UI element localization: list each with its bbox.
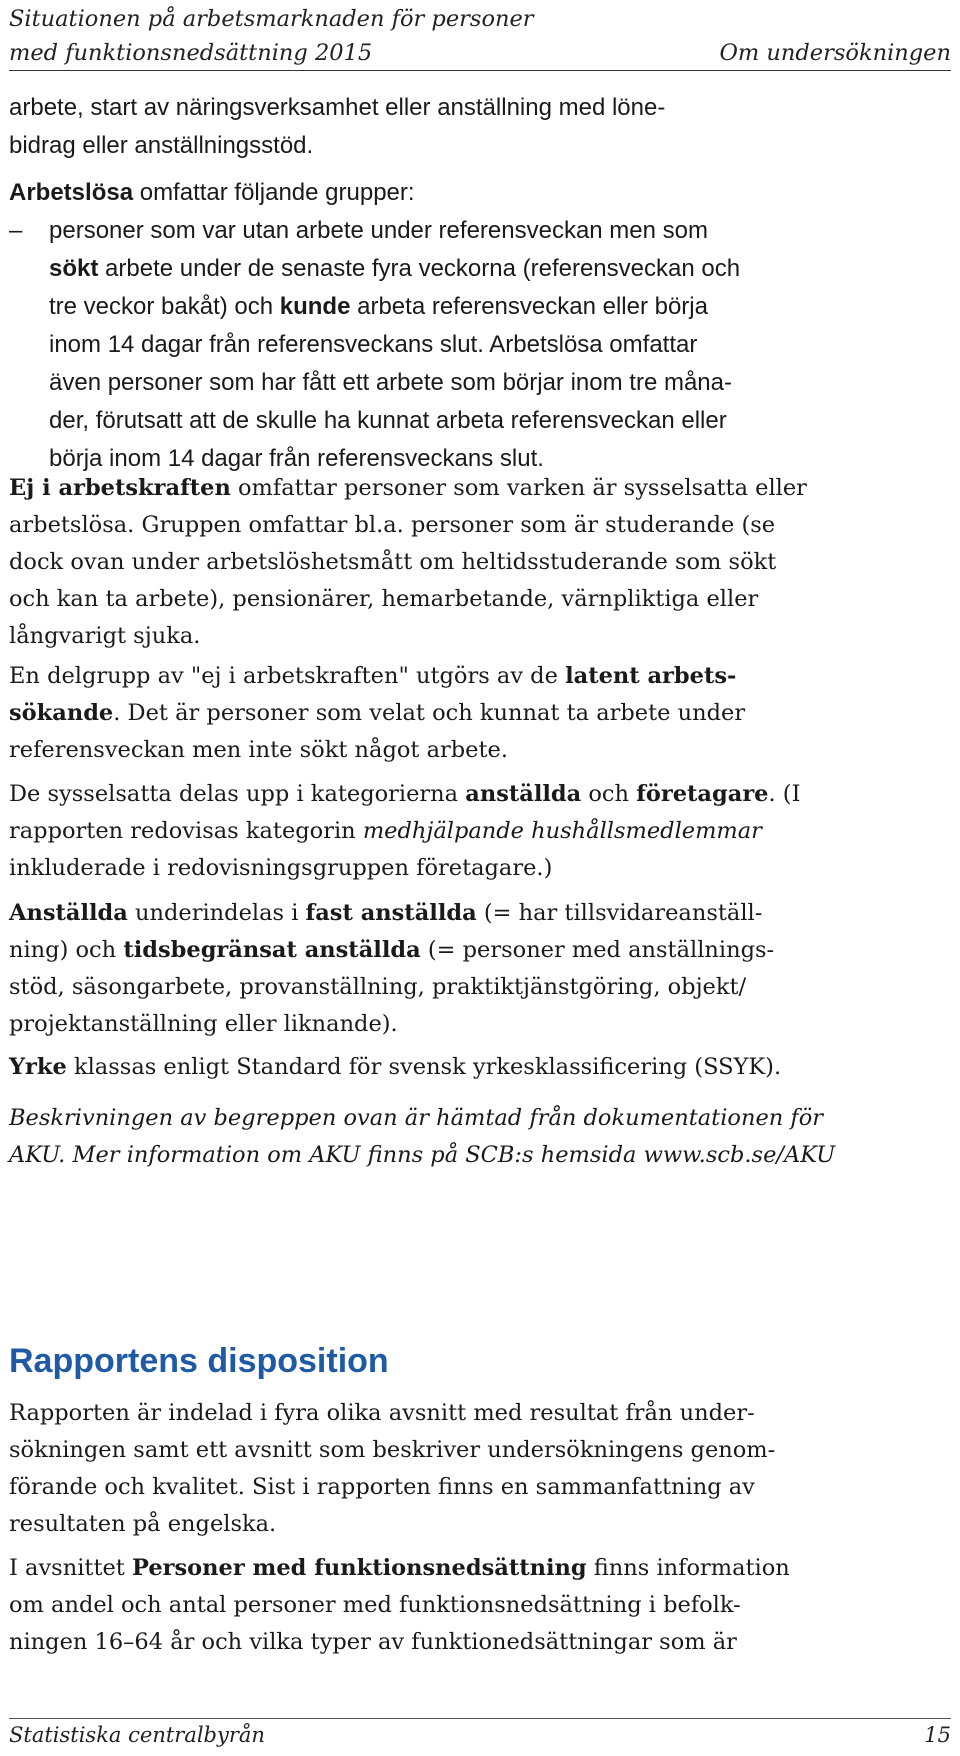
section-heading: Rapportens disposition xyxy=(9,1342,389,1380)
definition-employed: De sysselsatta delas upp i kategorierna anställda och företagare. (I rapporten redovisas kategorin medhjälpande hushållsmedlemmar inkluderade i redovisningsgruppen företagare.) xyxy=(9,781,801,881)
definition-latent-jobseekers: En delgrupp av "ej i arbetskraften" utgörs av de latent arbets- sökande. Det är personer som velat och kunnat ta arbete under referensveckan men inte sökt något arbete. xyxy=(9,663,746,763)
disposition-paragraph: Rapporten är indelad i fyra olika avsnitt med resultat från under- sökningen samt ett avsnitt som beskriver undersökningens genom- förande och kvalitet. Sist i rapporten finns en sammanfattning av resultaten på engelska. xyxy=(9,1400,776,1537)
continued-paragraph: arbete, start av näringsverksamhet eller anställning med löne- bidrag eller anställningsstöd. xyxy=(9,94,666,159)
definition-employees: Anställda underindelas i fast anställda (= har tillsvidareanställ- ning) och tidsbegränsat anställda (= personer med anställnings- stöd, säsongarbete, provanställning, praktiktjänstgöring, objekt/ projektanställning eller liknande). xyxy=(9,900,775,1037)
definition-occupation: Yrke klassas enligt Standard för svensk yrkesklassificering (SSYK). xyxy=(9,1054,782,1080)
section-name: Om undersökningen xyxy=(719,40,951,66)
page-number: 15 xyxy=(924,1723,951,1747)
unemployed-list-item: personer som var utan arbete under referensveckan men som sökt arbete under de senaste fyra veckorna (referensveckan och tre veckor bakåt) och kunde arbeta referensveckan eller börja inom 14 dagar från referensveckans slut. Arbetslösa omfattar även personer som har fått ett arbete som börjar inom tre måna- der, förutsatt att de skulle ha kunnat arbeta referensveckan eller börja inom 14 dagar från referensveckans slut. xyxy=(49,217,741,472)
term-unemployed: Arbetslösa xyxy=(9,179,134,206)
disposition-paragraph-2: I avsnittet Personer med funktionsnedsättning finns information om andel och antal personer med funktionsnedsättning i befolk- ningen 16–64 år och vilka typer av funktionedsättningar som är xyxy=(9,1555,790,1655)
term-not-in-labour-force: Ej i arbetskraften xyxy=(9,475,231,501)
source-note: Beskrivningen av begreppen ovan är hämtad från dokumentationen för AKU. Mer information om AKU finns på SCB:s hemsida www.scb.se/AKU xyxy=(9,1105,836,1168)
report-title: Situationen på arbetsmarknaden för personer med funktionsnedsättning 2015 xyxy=(9,6,534,66)
definition-not-in-labour-force: Ej i arbetskraften omfattar personer som varken är sysselsatta eller arbetslösa. Gruppen omfattar bl.a. personer som är studerande (se dock ovan under arbetslöshetsmått om heltidsstuderande som sökt och kan ta arbete), pensionärer, hemarbetande, värnpliktiga eller långvarigt sjuka. xyxy=(9,475,807,649)
list-dash: – xyxy=(9,217,23,244)
running-header xyxy=(9,2,951,71)
publisher-name: Statistiska centralbyrån xyxy=(9,1723,265,1747)
definition-unemployed: Arbetslösa omfattar följande grupper: xyxy=(9,179,415,206)
running-footer xyxy=(9,1718,951,1753)
